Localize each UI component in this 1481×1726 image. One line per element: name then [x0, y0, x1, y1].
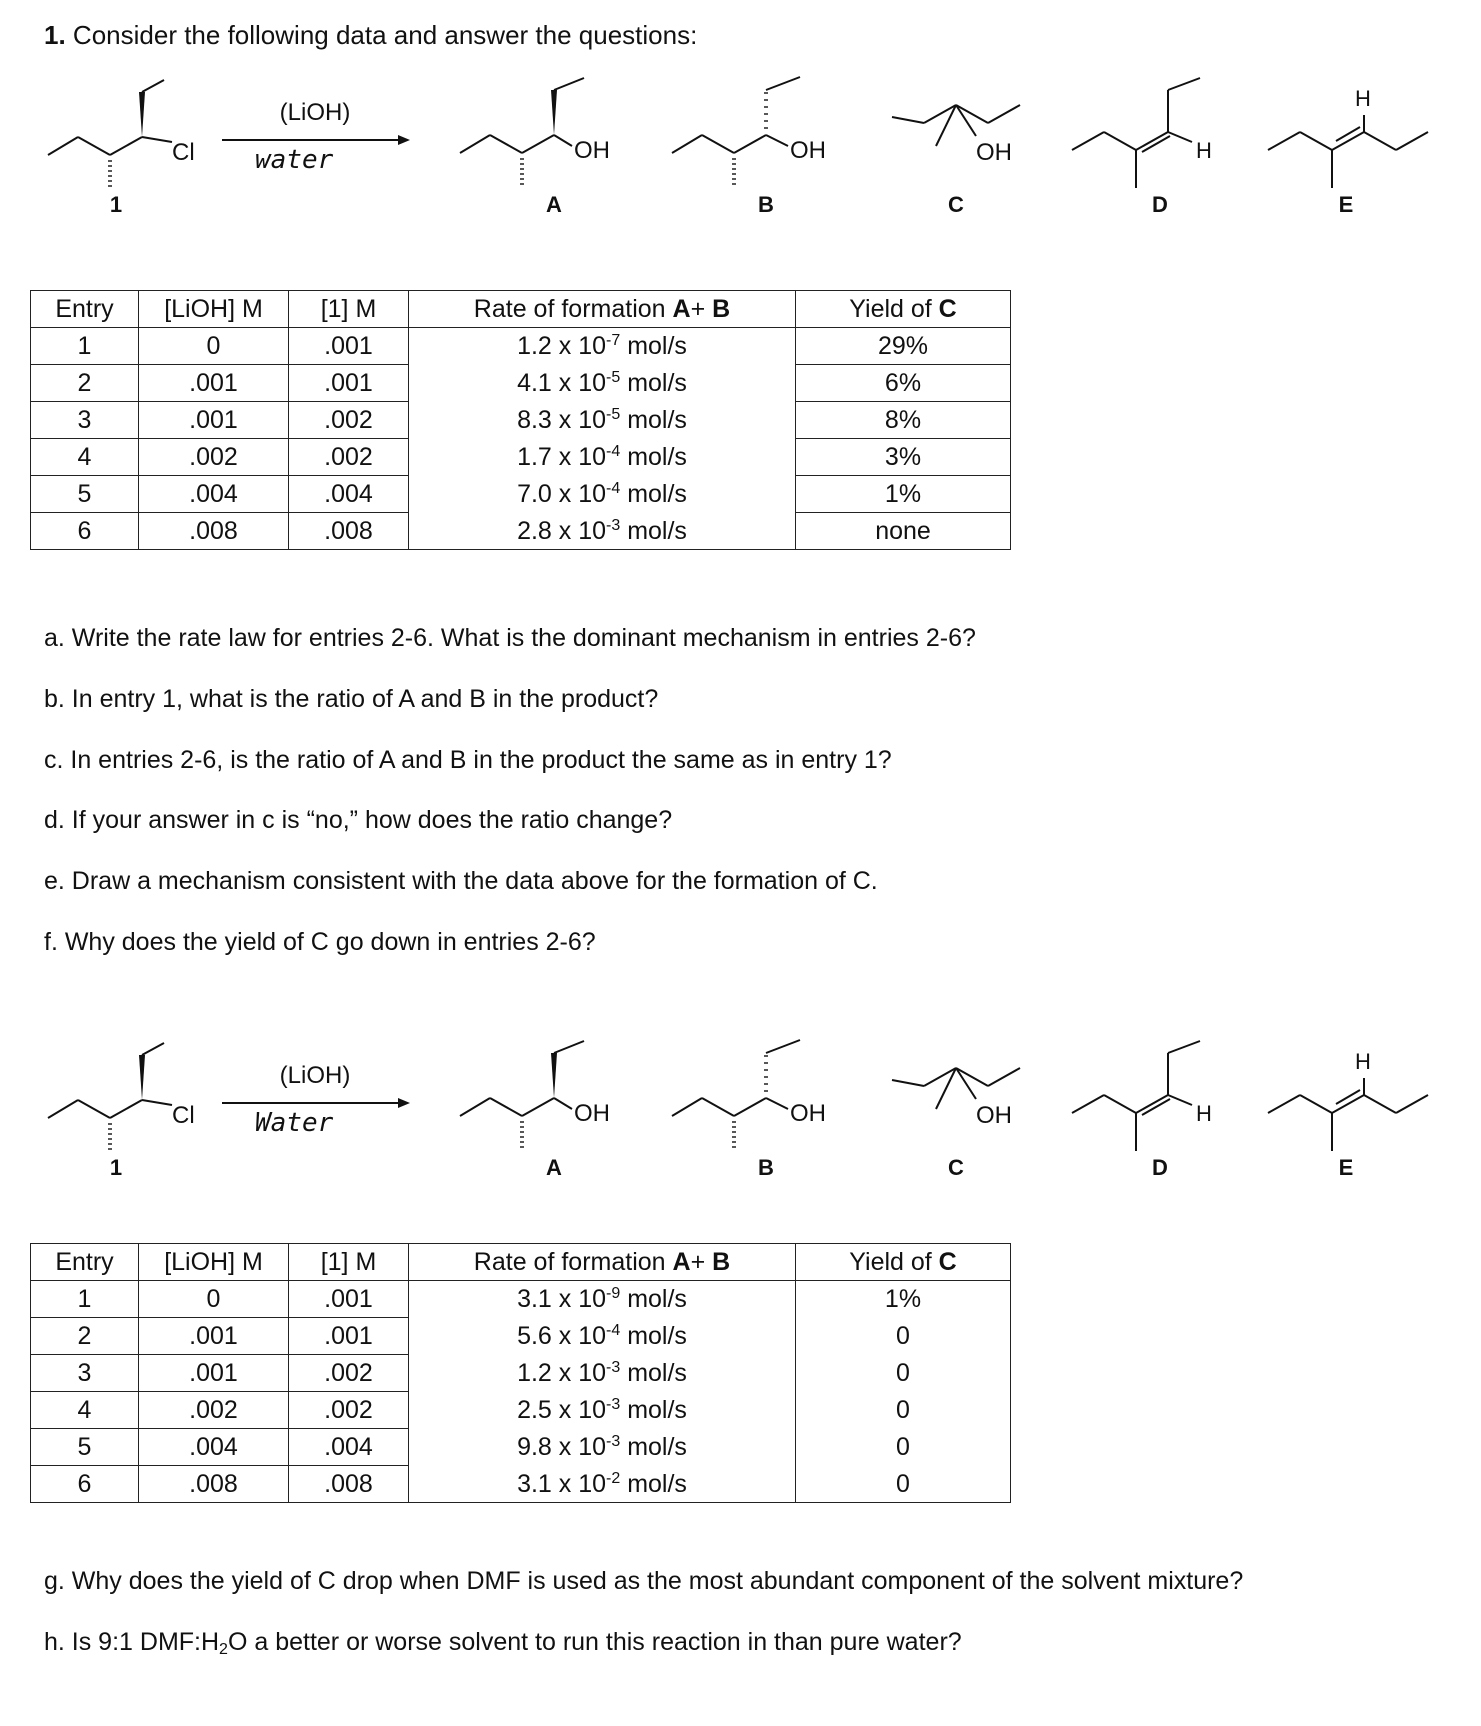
cl-atom: Cl — [172, 139, 195, 166]
reaction-scheme-2 — [0, 1033, 1481, 1233]
label-a: A — [546, 1155, 562, 1180]
table-row: 3 .001 .002 1.2 x $10^{-3}$ mol/s 0 — [31, 1355, 1011, 1392]
problem-instruction: Consider the following data and answer the questions: — [72, 20, 698, 50]
label-d: D — [1152, 1155, 1168, 1180]
h-e: H — [1355, 86, 1371, 111]
table-row: 4 .002 .002 2.5 x $10^{-3}$ mol/s 0 — [31, 1392, 1011, 1429]
table-row: 2 .001 .001 5.6 x $10^{-4}$ mol/s 0 — [31, 1318, 1011, 1355]
starting-material-1-structure — [48, 1043, 172, 1149]
label-d: D — [1152, 192, 1168, 217]
col-entry: Entry — [31, 1244, 139, 1281]
product-e-structure — [1268, 1078, 1428, 1151]
product-a-structure — [460, 1041, 584, 1147]
col-yield: Yield of C — [796, 1244, 1011, 1281]
col-yield: Yield of C — [796, 291, 1011, 328]
oh-a: OH — [574, 137, 610, 164]
solvent-label: Water — [255, 1108, 334, 1138]
col-lioh: [LiOH] M — [139, 291, 289, 328]
table-row: 5 .004 .004 9.8 x $10^{-3}$ mol/s 0 — [31, 1429, 1011, 1466]
product-d-structure — [1072, 1041, 1200, 1151]
label-e: E — [1338, 1155, 1354, 1180]
question-e: e. Draw a mechanism consistent with the data above for the formation of C. — [44, 867, 878, 895]
question-f: f. Why does the yield of C go down in entries 2-6? — [44, 928, 596, 956]
col-rate: Rate of formation A+ B — [409, 291, 796, 328]
problem-number: 1. — [44, 20, 66, 50]
label-a: A — [546, 192, 562, 217]
table-row: 1 0 .001 1.2 x $10^{-7}$ mol/s 29% — [31, 328, 1011, 365]
label-e: E — [1338, 192, 1354, 217]
table-row: 2 .001 .001 4.1 x $10^{-5}$ mol/s 6% — [31, 365, 1011, 402]
table-row: 4 .002 .002 1.7 x $10^{-4}$ mol/s 3% — [31, 439, 1011, 476]
question-c: c. In entries 2-6, is the ratio of A and B in the product the same as in entry 1? — [44, 746, 892, 774]
col-entry: Entry — [31, 291, 139, 328]
starting-material-1-structure — [48, 80, 172, 186]
question-a: a. Write the rate law for entries 2-6. What is the dominant mechanism in entries 2-6? — [44, 624, 976, 652]
product-a-structure — [460, 78, 584, 184]
label-b: B — [758, 192, 774, 217]
product-b-structure — [672, 77, 800, 184]
label-1: 1 — [109, 192, 123, 217]
solvent-label: water — [255, 145, 334, 175]
h-e: H — [1355, 1049, 1371, 1074]
product-b-structure — [672, 1040, 800, 1147]
col-substrate: [1] M — [289, 1244, 409, 1281]
oh-c: OH — [976, 139, 1012, 166]
label-1: 1 — [109, 1155, 123, 1180]
table-header-row — [31, 1244, 1011, 1281]
table-row: 1 0 .001 3.1 x $10^{-9}$ mol/s 1% — [31, 1281, 1011, 1318]
question-b: b. In entry 1, what is the ratio of A and B in the product? — [44, 685, 659, 713]
cl-atom: Cl — [172, 1102, 195, 1129]
table-row: 6 .008 .008 3.1 x $10^{-2}$ mol/s 0 — [31, 1466, 1011, 1503]
h-d: H — [1196, 138, 1212, 163]
col-substrate: [1] M — [289, 291, 409, 328]
kinetics-table-2 — [30, 1243, 1011, 1503]
product-e-structure — [1268, 115, 1428, 188]
table-row: 5 .004 .004 7.0 x $10^{-4}$ mol/s 1% — [31, 476, 1011, 513]
oh-b: OH — [790, 1100, 826, 1127]
product-d-structure — [1072, 78, 1200, 188]
h-d: H — [1196, 1101, 1212, 1126]
reaction-scheme-1 — [0, 70, 1481, 270]
table-header-row — [31, 291, 1011, 328]
oh-a: OH — [574, 1100, 610, 1127]
question-d: d. If your answer in c is “no,” how does the ratio change? — [44, 806, 673, 834]
oh-c: OH — [976, 1102, 1012, 1129]
kinetics-table-1 — [30, 290, 1011, 550]
label-c: C — [948, 192, 964, 217]
col-lioh: [LiOH] M — [139, 1244, 289, 1281]
table-row: 3 .001 .002 8.3 x $10^{-5}$ mol/s 8% — [31, 402, 1011, 439]
reagent-label: (LiOH) — [279, 1062, 351, 1089]
label-c: C — [948, 1155, 964, 1180]
problem-heading — [44, 20, 697, 51]
reagent-label: (LiOH) — [279, 99, 351, 126]
label-b: B — [758, 1155, 774, 1180]
oh-b: OH — [790, 137, 826, 164]
question-g: g. Why does the yield of C drop when DMF is used as the most abundant component of the solvent mixture? — [44, 1567, 1244, 1595]
col-rate: Rate of formation A+ B — [409, 1244, 796, 1281]
question-h: h. Is 9:1 $DMF:H_2O$ a better or worse solvent to run this reaction in than pure water? — [44, 1628, 962, 1658]
table-row: 6 .008 .008 2.8 x $10^{-3}$ mol/s none — [31, 513, 1011, 550]
